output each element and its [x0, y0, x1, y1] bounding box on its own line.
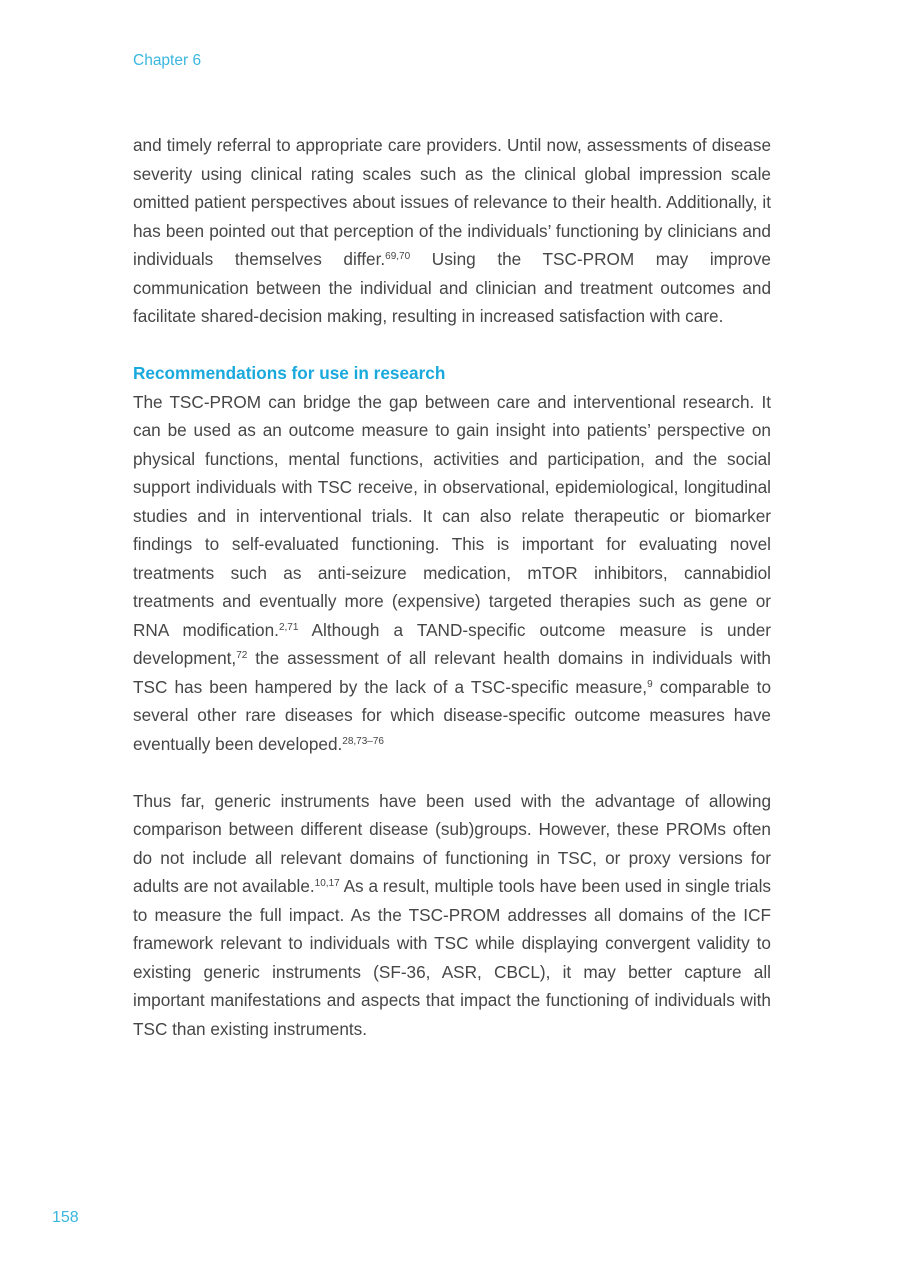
- text: Using the TSC-PROM may improve communication between the individual and clinician and treatment outcomes and facilitate shared-decision making, resulting in increased satisfaction with care.: [133, 249, 771, 326]
- citation: 9: [647, 678, 653, 690]
- paragraph-clinical-care: [133, 131, 771, 331]
- citation: 69,70: [385, 251, 411, 262]
- text: As a result, multiple tools have been used in single trials to measure the full impact. As the TSC-PROM addresses all domains of the ICF framework relevant to individuals with TSC while displaying convergent validity to existing generic instruments (SF-36, ASR, CBCL), it may better capture all important manifestations and aspects that impact the functioning of individuals with TSC than existing instruments.: [133, 876, 771, 1039]
- citation: 2,71: [278, 621, 299, 633]
- citation: 10,17: [314, 878, 340, 889]
- citation: 28,73–76: [342, 735, 384, 747]
- section-heading: Recommendations for use in research: [133, 363, 446, 383]
- text: the assessment of all relevant health domains in individuals with TSC has been hampered by the lack of a TSC-specific measure,: [133, 648, 771, 697]
- text: comparable to several other rare diseases for which disease-specific outcome measures have eventually been developed.: [133, 676, 772, 754]
- running-head: Chapter 6: [133, 52, 202, 69]
- text: Thus far, generic instruments have been used with the advantage of allowing comparison between different disease (sub)groups. However, these PROMs often do not include all relevant domains of functioning in TSC, or proxy versions for adults are not available.: [133, 790, 771, 896]
- body-text: [133, 131, 771, 1043]
- paragraph-research: [133, 388, 771, 759]
- page-number: 158: [52, 1209, 79, 1226]
- text: and timely referral to appropriate care providers. Until now, assessments of disease severity using clinical rating scales such as the clinical global impression scale omitted patient perspectives about issues of relevance to their health. Additionally, it has been pointed out that perception of the individuals’ functioning by clinicians and individuals themselves differ.: [133, 135, 771, 269]
- text: Although a TAND-specific outcome measure is under development,: [133, 619, 771, 668]
- citation: 72: [236, 650, 248, 661]
- paragraph-generic-instruments: [133, 787, 771, 1044]
- text: The TSC-PROM can bridge the gap between care and interventional research. It can be used as an outcome measure to gain insight into patients’ perspective on physical functions, mental functions, activities and participation, and the social support individuals with TSC receive, in observational, epidemiological, longitudinal studies and in interventional trials. It can also relate therapeutic or biomarker findings to self-evaluated functioning. This is important for evaluating novel treatments such as anti-seizure medication, mTOR inhibitors, cannabidiol treatments and eventually more (expensive) targeted therapies such as gene or RNA modification.: [133, 391, 771, 640]
